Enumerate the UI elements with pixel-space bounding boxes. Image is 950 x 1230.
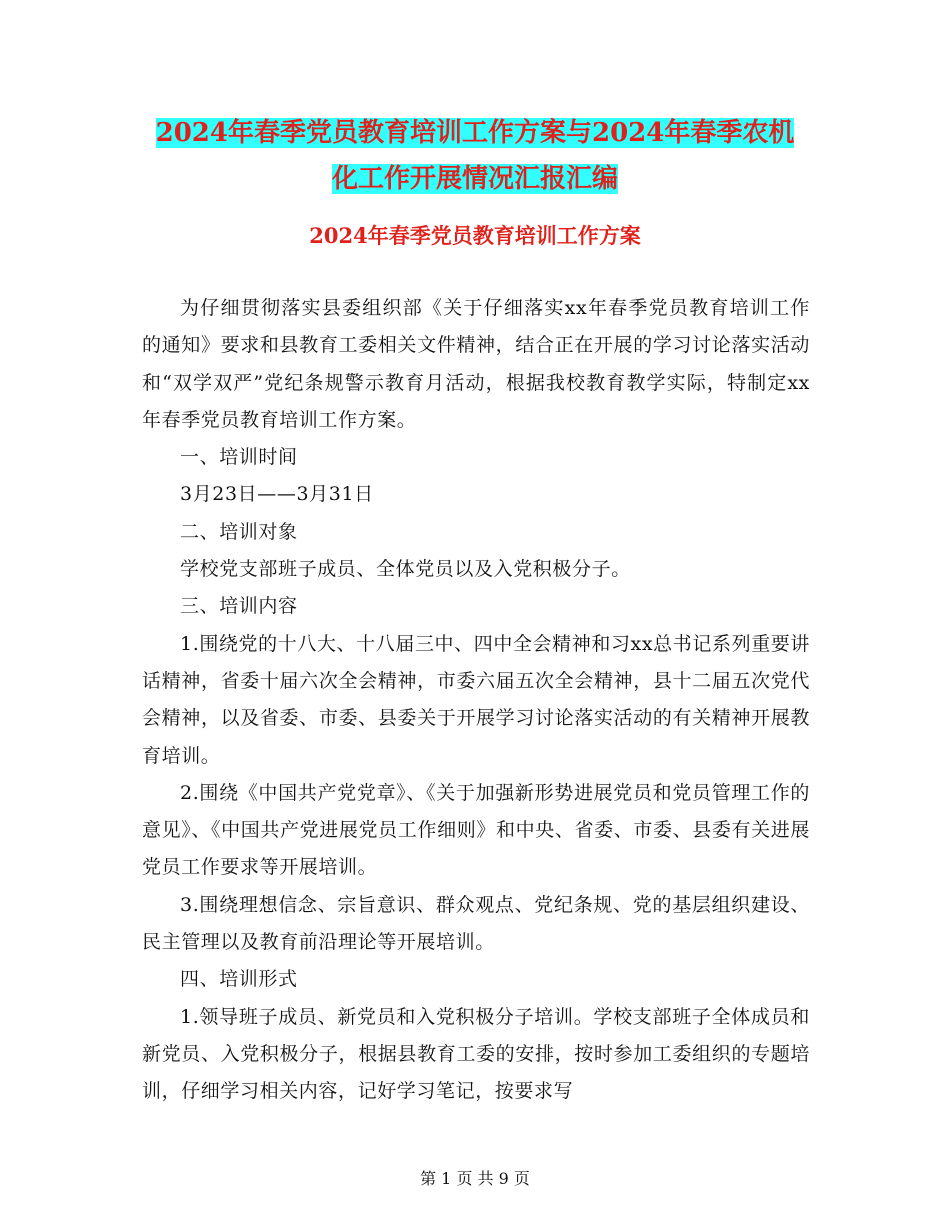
paragraph: 2.围绕《中国共产党党章》、《关于加强新形势进展党员和党员管理工作的意见》、《中国共产党进展党员工作细则》和中央、省委、市委、县委有关进展党员工作要求等开展培训。	[142, 781, 810, 879]
document-title	[140, 110, 810, 202]
document-body	[142, 290, 810, 1111]
paragraph: 3.围绕理想信念、宗旨意识、群众观点、党纪条规、党的基层组织建设、民主管理以及教育前沿理论等开展培训。	[142, 893, 810, 954]
paragraph: 一、培训时间	[180, 446, 298, 469]
page-footer: 第 1 页 共 9 页	[420, 1169, 530, 1188]
paragraph: 学校党支部班子成员、全体党员以及入党积极分子。	[180, 558, 631, 581]
document-title-line-2: 化工作开展情况汇报汇编	[331, 164, 618, 194]
paragraph: 1.围绕党的十八大、十八届三中、四中全会精神和习xx总书记系列重要讲话精神，省委十届六次全会精神，市委六届五次全会精神，县十二届五次党代会精神，以及省委、市委、县委关于开展学习讨论落实活动的有关精神开展教育培训。	[142, 632, 810, 767]
section-title: 2024年春季党员教育培训工作方案	[309, 223, 641, 248]
paragraph: 三、培训内容	[180, 595, 298, 618]
document-title-line-1: 2024年春季党员教育培训工作方案与2024年春季农机	[155, 118, 795, 148]
paragraph: 为仔细贯彻落实县委组织部《关于仔细落实xx年春季党员教育培训工作的通知》要求和县教育工委相关文件精神，结合正在开展的学习讨论落实活动和“双学双严”党纪条规警示教育月活动，根据我校教育教学实际，特制定xx年春季党员教育培训工作方案。	[142, 297, 810, 431]
paragraph: 3月23日——3月31日	[180, 483, 374, 506]
paragraph: 二、培训对象	[180, 520, 298, 543]
paragraph: 四、培训形式	[180, 968, 298, 991]
paragraph: 1.领导班子成员、新党员和入党积极分子培训。学校支部班子全体成员和新党员、入党积极分子，根据县教育工委的安排，按时参加工委组织的专题培训，仔细学习相关内容，记好学习笔记，按要求写	[142, 1005, 810, 1103]
